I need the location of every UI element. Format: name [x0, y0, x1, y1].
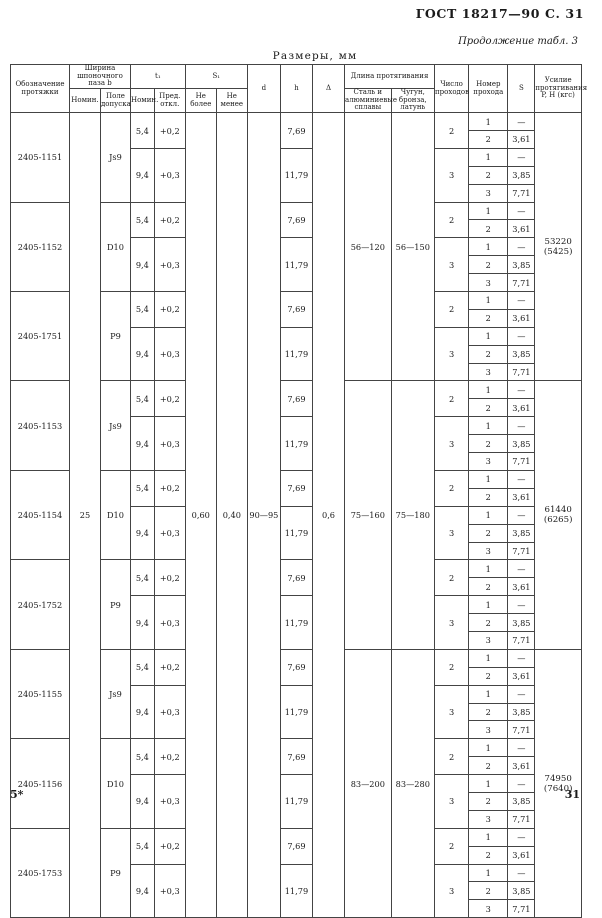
pass-number-cell: 2: [469, 792, 508, 810]
s-cell: —: [508, 560, 535, 578]
t1-deviation-cell: +0,3: [154, 238, 185, 292]
t1-nominal-cell: 9,4: [130, 864, 154, 918]
col-t1-tol: Пред. откл.: [154, 89, 185, 113]
pass-number-cell: 2: [469, 614, 508, 632]
t1-deviation-cell: +0,2: [154, 113, 185, 149]
h-cell: 11,79: [280, 238, 312, 292]
col-width-tol: Поле допуска: [100, 89, 130, 113]
passes-cell: 3: [435, 327, 469, 381]
passes-cell: 3: [435, 148, 469, 202]
col-s1-max: Не более: [185, 89, 216, 113]
force-kgf: (6265): [543, 515, 573, 526]
s-cell: 3,61: [508, 757, 535, 775]
t1-nominal-cell: 9,4: [130, 596, 154, 650]
pass-number-cell: 2: [469, 667, 508, 685]
t1-deviation-cell: +0,2: [154, 292, 185, 328]
s-cell: —: [508, 506, 535, 524]
s-cell: 3,61: [508, 131, 535, 149]
t1-deviation-cell: +0,3: [154, 417, 185, 471]
s-cell: 3,85: [508, 345, 535, 363]
t1-deviation-cell: +0,2: [154, 202, 185, 238]
col-d: d: [247, 65, 280, 113]
pass-number-cell: 1: [469, 470, 508, 488]
pass-number-cell: 3: [469, 184, 508, 202]
pass-number-cell: 3: [469, 900, 508, 918]
h-cell: 7,69: [280, 739, 312, 775]
force-newton: 74950: [544, 773, 572, 784]
tolerance-cell: P9: [100, 828, 130, 917]
s-cell: 3,85: [508, 435, 535, 453]
s-cell: 3,85: [508, 882, 535, 900]
passes-cell: 2: [435, 649, 469, 685]
t1-nominal-cell: 9,4: [130, 327, 154, 381]
h-cell: 11,79: [280, 775, 312, 829]
h-cell: 7,69: [280, 202, 312, 238]
table-body: [11, 113, 582, 918]
s-cell: 3,85: [508, 703, 535, 721]
h-cell: 7,69: [280, 560, 312, 596]
t1-deviation-cell: +0,3: [154, 506, 185, 560]
designation-cell: 2405-1154: [11, 470, 70, 559]
pass-number-cell: 3: [469, 721, 508, 739]
pass-number-cell: 2: [469, 166, 508, 184]
d-cell: 90—95: [247, 113, 280, 918]
col-width: Ширина шпоночного паза b: [69, 65, 130, 89]
pass-number-cell: 1: [469, 238, 508, 256]
col-delta: Δ: [312, 65, 344, 113]
s-cell: 7,71: [508, 363, 535, 381]
s1-min-cell: 0,40: [216, 113, 247, 918]
designation-cell: 2405-1153: [11, 381, 70, 470]
col-t1: t₁: [130, 65, 185, 89]
tolerance-cell: Js9: [100, 113, 130, 202]
t1-nominal-cell: 5,4: [130, 649, 154, 685]
s-cell: —: [508, 327, 535, 345]
t1-deviation-cell: +0,2: [154, 470, 185, 506]
t1-deviation-cell: +0,3: [154, 685, 185, 739]
force-cell: [535, 381, 582, 649]
designation-cell: 2405-1152: [11, 202, 70, 291]
pass-number-cell: 2: [469, 435, 508, 453]
pass-number-cell: 1: [469, 739, 508, 757]
pass-number-cell: 3: [469, 810, 508, 828]
t1-nominal-cell: 5,4: [130, 739, 154, 775]
passes-cell: 3: [435, 775, 469, 829]
t1-nominal-cell: 5,4: [130, 292, 154, 328]
page-header-title: ГОСТ 18217—90 С. 31: [415, 6, 584, 21]
pass-number-cell: 2: [469, 703, 508, 721]
length-steel-cell: 56—120: [345, 113, 392, 381]
t1-nominal-cell: 5,4: [130, 113, 154, 149]
page-footer-right: 31: [564, 788, 580, 801]
col-t1-nom: Номин.: [130, 89, 154, 113]
pass-number-cell: 3: [469, 363, 508, 381]
s-cell: 3,85: [508, 614, 535, 632]
t1-deviation-cell: +0,3: [154, 327, 185, 381]
t1-deviation-cell: +0,3: [154, 864, 185, 918]
t1-deviation-cell: +0,3: [154, 148, 185, 202]
force-newton: 61440: [544, 505, 572, 516]
s-cell: 3,61: [508, 399, 535, 417]
passes-cell: 3: [435, 506, 469, 560]
pass-number-cell: 3: [469, 453, 508, 471]
pass-number-cell: 1: [469, 417, 508, 435]
pass-number-cell: 1: [469, 775, 508, 793]
s-cell: —: [508, 202, 535, 220]
pass-number-cell: 2: [469, 882, 508, 900]
t1-nominal-cell: 5,4: [130, 202, 154, 238]
passes-cell: 2: [435, 739, 469, 775]
pass-number-cell: 1: [469, 828, 508, 846]
pass-number-cell: 1: [469, 148, 508, 166]
pass-number-cell: 2: [469, 399, 508, 417]
passes-cell: 2: [435, 292, 469, 328]
t1-deviation-cell: +0,2: [154, 828, 185, 864]
pass-number-cell: 3: [469, 631, 508, 649]
pass-number-cell: 2: [469, 757, 508, 775]
pass-number-cell: 1: [469, 381, 508, 399]
passes-cell: 2: [435, 560, 469, 596]
designation-cell: 2405-1751: [11, 292, 70, 381]
h-cell: 7,69: [280, 292, 312, 328]
s-cell: 3,61: [508, 220, 535, 238]
designation-cell: 2405-1155: [11, 649, 70, 738]
col-length: Длина протягивания: [345, 65, 435, 89]
s-cell: 7,71: [508, 721, 535, 739]
force-kgf: (7640): [543, 783, 573, 794]
s-cell: 3,61: [508, 488, 535, 506]
t1-deviation-cell: +0,2: [154, 649, 185, 685]
designation-cell: 2405-1752: [11, 560, 70, 649]
h-cell: 11,79: [280, 685, 312, 739]
col-length-steel: Сталь и алюминиевые сплавы: [345, 88, 397, 112]
pass-number-cell: 1: [469, 560, 508, 578]
t1-nominal-cell: 5,4: [130, 828, 154, 864]
s-cell: —: [508, 417, 535, 435]
s-cell: —: [508, 381, 535, 399]
s-cell: —: [508, 739, 535, 757]
s-cell: —: [508, 828, 535, 846]
passes-cell: 2: [435, 828, 469, 864]
s-cell: 7,71: [508, 900, 535, 918]
col-force: Усилие протягивания P, Н (кгс): [535, 65, 582, 113]
t1-nominal-cell: 9,4: [130, 238, 154, 292]
passes-cell: 2: [435, 381, 469, 417]
s-cell: —: [508, 649, 535, 667]
s-cell: 3,85: [508, 792, 535, 810]
col-width-nom: Номин.: [69, 89, 100, 113]
s-cell: —: [508, 596, 535, 614]
force-newton: 53220: [544, 236, 572, 247]
force-kgf: (5425): [543, 246, 573, 257]
pass-number-cell: 2: [469, 220, 508, 238]
s-cell: —: [508, 238, 535, 256]
s-cell: —: [508, 775, 535, 793]
s-cell: —: [508, 113, 535, 131]
length-steel-cell: 75—160: [345, 381, 392, 649]
table-continuation-note: Продолжение табл. 3: [458, 36, 578, 47]
col-designation: Обозначение протяжки: [11, 65, 70, 113]
t1-deviation-cell: +0,2: [154, 739, 185, 775]
passes-cell: 2: [435, 113, 469, 149]
pass-number-cell: 1: [469, 649, 508, 667]
tolerance-cell: Js9: [100, 649, 130, 738]
tolerance-cell: P9: [100, 560, 130, 649]
t1-nominal-cell: 9,4: [130, 506, 154, 560]
table-units-caption: Размеры, мм: [272, 50, 358, 62]
pass-number-cell: 1: [469, 113, 508, 131]
s-cell: 3,85: [508, 166, 535, 184]
designation-cell: 2405-1753: [11, 828, 70, 917]
tolerance-cell: D10: [100, 470, 130, 559]
t1-nominal-cell: 9,4: [130, 417, 154, 471]
t1-nominal-cell: 5,4: [130, 381, 154, 417]
h-cell: 11,79: [280, 864, 312, 918]
t1-deviation-cell: +0,2: [154, 560, 185, 596]
passes-cell: 3: [435, 238, 469, 292]
s-cell: 3,61: [508, 846, 535, 864]
passes-cell: 3: [435, 685, 469, 739]
h-cell: 7,69: [280, 470, 312, 506]
length-iron-cell: 75—180: [391, 381, 434, 649]
h-cell: 7,69: [280, 828, 312, 864]
s-cell: —: [508, 864, 535, 882]
pass-number-cell: 1: [469, 685, 508, 703]
length-steel-cell: 83—200: [345, 649, 392, 917]
t1-deviation-cell: +0,3: [154, 775, 185, 829]
h-cell: 11,79: [280, 506, 312, 560]
col-pass-no: Номер прохода: [469, 65, 508, 113]
s-cell: 7,71: [508, 631, 535, 649]
pass-number-cell: 2: [469, 488, 508, 506]
t1-nominal-cell: 9,4: [130, 148, 154, 202]
s-cell: 3,85: [508, 524, 535, 542]
passes-cell: 3: [435, 864, 469, 918]
pass-number-cell: 1: [469, 292, 508, 310]
pass-number-cell: 2: [469, 846, 508, 864]
s-cell: 7,71: [508, 810, 535, 828]
passes-cell: 3: [435, 596, 469, 650]
s-cell: 7,71: [508, 184, 535, 202]
s-cell: 3,61: [508, 578, 535, 596]
s1-max-cell: 0,60: [185, 113, 216, 918]
pass-number-cell: 2: [469, 131, 508, 149]
s-cell: —: [508, 148, 535, 166]
tolerance-cell: P9: [100, 292, 130, 381]
pass-number-cell: 2: [469, 578, 508, 596]
h-cell: 7,69: [280, 113, 312, 149]
s-cell: —: [508, 685, 535, 703]
pass-number-cell: 2: [469, 345, 508, 363]
h-cell: 11,79: [280, 327, 312, 381]
col-s1-min: Не менее: [216, 89, 247, 113]
col-length-iron: Чугун, бронза, латунь: [391, 89, 434, 113]
tolerance-cell: Js9: [100, 381, 130, 470]
s-cell: 7,71: [508, 453, 535, 471]
tolerance-cell: D10: [100, 202, 130, 291]
pass-number-cell: 1: [469, 596, 508, 614]
t1-nominal-cell: 9,4: [130, 685, 154, 739]
length-iron-cell: 56—150: [391, 113, 434, 381]
page-footer-left: 5*: [10, 788, 24, 801]
pass-number-cell: 2: [469, 524, 508, 542]
designation-cell: 2405-1151: [11, 113, 70, 202]
pass-number-cell: 1: [469, 506, 508, 524]
width-nominal-cell: 25: [69, 113, 100, 918]
s-cell: —: [508, 292, 535, 310]
t1-nominal-cell: 5,4: [130, 560, 154, 596]
force-cell: [535, 649, 582, 917]
force-cell: [535, 113, 582, 381]
s-cell: 3,85: [508, 256, 535, 274]
pass-number-cell: 3: [469, 542, 508, 560]
passes-cell: 2: [435, 202, 469, 238]
designation-cell: 2405-1156: [11, 739, 70, 828]
passes-cell: 2: [435, 470, 469, 506]
pass-number-cell: 1: [469, 202, 508, 220]
broach-dimensions-table: [10, 64, 588, 918]
s-cell: 7,71: [508, 542, 535, 560]
tolerance-cell: D10: [100, 739, 130, 828]
col-passes: Число проходов: [435, 65, 469, 113]
t1-nominal-cell: 5,4: [130, 470, 154, 506]
col-h: h: [280, 65, 312, 113]
passes-cell: 3: [435, 417, 469, 471]
table-row: [11, 113, 582, 131]
t1-nominal-cell: 9,4: [130, 775, 154, 829]
delta-cell: 0,6: [312, 113, 344, 918]
h-cell: 7,69: [280, 381, 312, 417]
t1-deviation-cell: +0,2: [154, 381, 185, 417]
h-cell: 11,79: [280, 417, 312, 471]
pass-number-cell: 1: [469, 864, 508, 882]
length-iron-cell: 83—280: [391, 649, 434, 917]
s-cell: —: [508, 470, 535, 488]
s-cell: 7,71: [508, 274, 535, 292]
col-s: S: [508, 65, 535, 113]
pass-number-cell: 3: [469, 274, 508, 292]
pass-number-cell: 1: [469, 327, 508, 345]
t1-deviation-cell: +0,3: [154, 596, 185, 650]
pass-number-cell: 2: [469, 256, 508, 274]
s-cell: 3,61: [508, 667, 535, 685]
s-cell: 3,61: [508, 309, 535, 327]
h-cell: 11,79: [280, 596, 312, 650]
col-s1: S₁: [185, 65, 247, 89]
h-cell: 7,69: [280, 649, 312, 685]
h-cell: 11,79: [280, 148, 312, 202]
pass-number-cell: 2: [469, 309, 508, 327]
